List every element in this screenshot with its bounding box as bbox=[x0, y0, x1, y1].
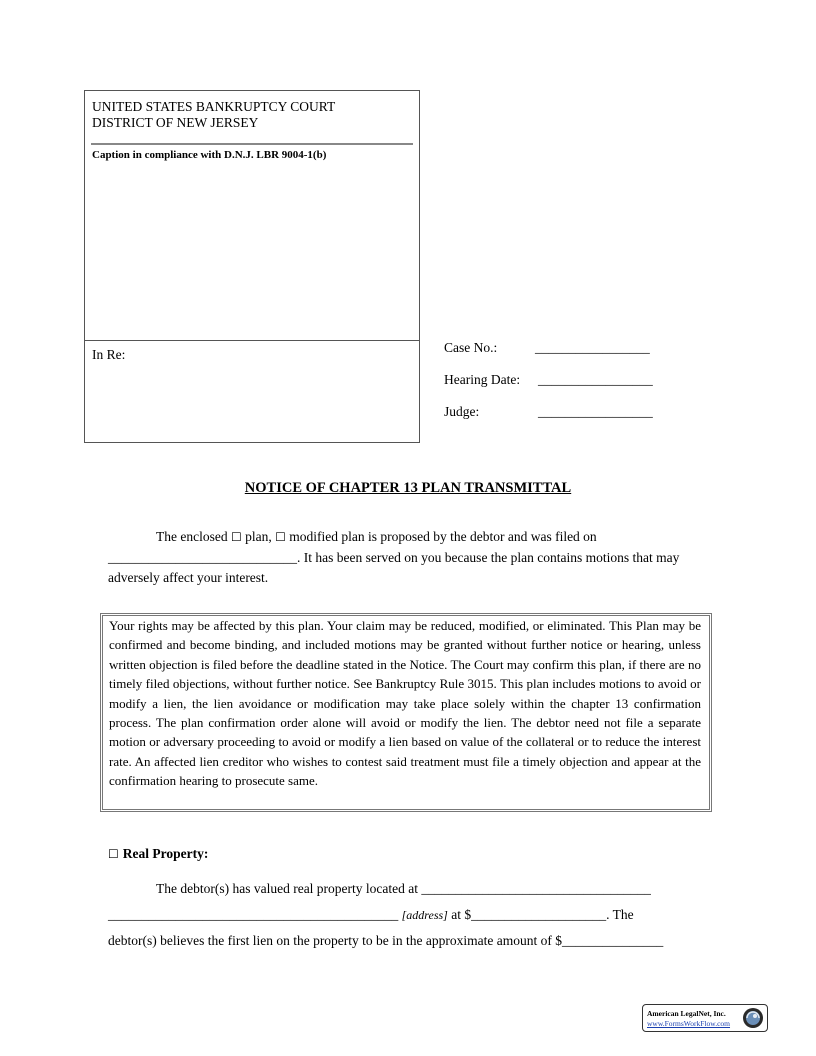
judge-label: Judge: bbox=[444, 404, 480, 419]
real-property-line3 bbox=[108, 928, 728, 954]
judge-field[interactable]: _________________ bbox=[538, 404, 653, 419]
at-dollar-text: at $ bbox=[451, 907, 472, 922]
modified-plan-checkbox[interactable]: ☐ bbox=[275, 530, 286, 544]
intro-text-part3: . It has been served on you because the plan contains motions that may adversely affect your interest. bbox=[108, 549, 680, 585]
globe-icon bbox=[742, 1007, 764, 1029]
in-re-label: In Re: bbox=[92, 347, 126, 362]
plan-label: plan, bbox=[245, 529, 272, 544]
real-property-line1 bbox=[108, 876, 728, 902]
property-location-field[interactable]: __________________________________ bbox=[421, 881, 651, 896]
case-no-field[interactable]: _________________ bbox=[535, 340, 650, 355]
judge-row bbox=[444, 404, 653, 420]
real-property-label: Real Property: bbox=[122, 846, 209, 861]
caption-box bbox=[84, 90, 420, 443]
real-property-line1-text: The debtor(s) has valued real property located at bbox=[156, 881, 419, 896]
caption-divider bbox=[91, 143, 413, 145]
page-title: NOTICE OF CHAPTER 13 PLAN TRANSMITTAL bbox=[244, 480, 572, 496]
real-property-line3-text: debtor(s) believes the first lien on the property to be in the approximate amount of $ bbox=[108, 933, 562, 948]
badge-website-link[interactable]: www.FormsWorkFlow.com bbox=[647, 1019, 731, 1028]
case-no-label: Case No.: bbox=[444, 340, 498, 355]
property-address-field[interactable]: ___________________________________________ bbox=[108, 907, 399, 922]
case-no-row bbox=[444, 340, 650, 356]
real-property-heading bbox=[108, 846, 208, 862]
hearing-date-label: Hearing Date: bbox=[444, 372, 521, 387]
hearing-date-field[interactable]: _________________ bbox=[538, 372, 653, 387]
badge-company-name: American LegalNet, Inc. bbox=[647, 1009, 726, 1018]
filed-date-field[interactable]: ____________________________ bbox=[108, 549, 297, 565]
court-name-line1: UNITED STATES BANKRUPTCY COURT bbox=[92, 99, 336, 114]
in-re-divider bbox=[85, 340, 419, 341]
lien-amount-field[interactable]: _______________ bbox=[562, 933, 664, 948]
caption-compliance-note: Caption in compliance with D.N.J. LBR 9004-1(b) bbox=[92, 149, 327, 161]
address-label: [address] bbox=[401, 908, 448, 922]
property-value-field[interactable]: ____________________ bbox=[471, 907, 607, 922]
real-property-body bbox=[108, 876, 728, 954]
plan-checkbox[interactable]: ☐ bbox=[230, 530, 242, 544]
court-name-line2: DISTRICT OF NEW JERSEY bbox=[92, 115, 259, 130]
rights-warning-box bbox=[100, 613, 712, 812]
the-text: . The bbox=[606, 907, 634, 922]
intro-paragraph bbox=[108, 527, 693, 589]
real-property-checkbox[interactable]: ☐ bbox=[108, 847, 119, 861]
real-property-line2 bbox=[108, 902, 728, 928]
intro-text-part2: modified plan is proposed by the debtor and was filed on bbox=[289, 529, 597, 544]
hearing-date-row bbox=[444, 372, 653, 388]
american-legalnet-badge bbox=[642, 1004, 768, 1032]
intro-text-part1: The enclosed bbox=[156, 529, 228, 544]
rights-warning-text: Your rights may be affected by this plan. Your claim may be reduced, modified, or eliminated. This Plan may be confirmed and become binding, and included motions may be granted without further notice or hearing, unless written objection is filed before the deadline stated in the Notice. The Court may confirm this plan, if there are no timely filed objections, without further notice. See Bankruptcy Rule 3015. This plan includes motions to avoid or modify a lien, the lien avoidance or modification may take place solely within the chapter 13 confirmation process. The plan confirmation order alone will avoid or modify the lien. The debtor need not file a separate motion or adversary proceeding to avoid or modify a lien based on value of the collateral or to reduce the interest rate. An affected lien creditor who wishes to contest said treatment must file a timely objection and appear at the confirmation hearing to prosecute same. bbox=[109, 618, 701, 789]
court-name-block bbox=[92, 99, 335, 131]
